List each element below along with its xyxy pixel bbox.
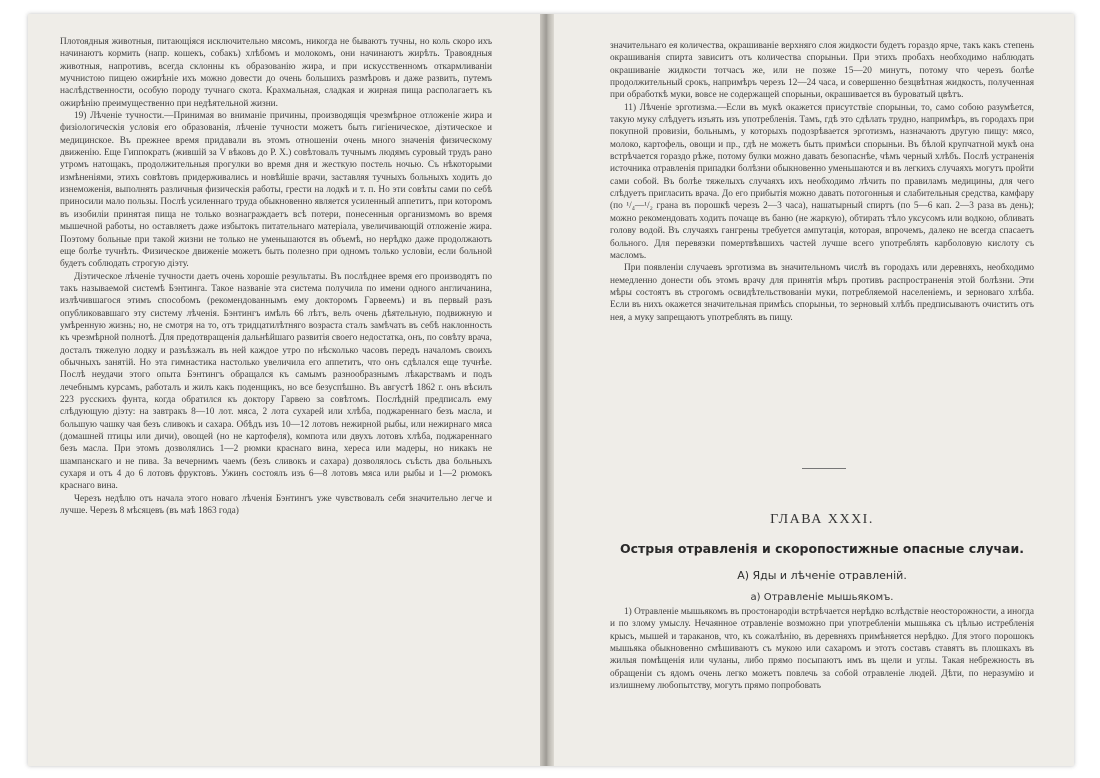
section-heading: А) Яды и лѣченіе отравленій. — [737, 569, 907, 582]
paragraph: 11) Лѣченіе эрготизма.—Если въ мукѣ окажется присутствіе спорыньи, то, само собою разумѣется, такую муку слѣдуетъ изъять изъ употребленія. Тамъ, гдѣ это сдѣлать трудно, напримѣръ, въ городахъ при покупной провизіи, больнымъ, у которыхъ подозрѣвается эрготизмъ, назначаютъ другую пищу: мясо, молоко, картофель, овощи и пр., гдѣ не можетъ быть примѣси спорыньи. Въ бѣлой крупчатной мукѣ она встрѣчается гораздо рѣже, потому булки можно давать безопаснѣе, чѣмъ черный хлѣбъ. Послѣ устраненія источника отравленія припадки болѣзни обыкновенно уменьшаются и въ легкихъ случаяхъ могутъ пройти сами собой. Въ болѣе тяжелыхъ случаяхъ ихъ необходимо лѣчить по правиламъ медицины, для чего слѣдуетъ пригласить врача. До его прибытія можно давать потогонныя и слабительныя средства, камфару (по ¹/₄—¹/₂ грана въ порошкѣ черезъ 2—3 часа), нашатырный спиртъ (по 5—6 кап. 2—3 раза въ день); можно рекомендовать ходить почаще въ баню (не жаркую), обтирать тѣло уксусомъ или водкою, обливать голову водой. Въ случаяхъ гангрены требуется ампутація, которая, впрочемъ, далеко не всегда спасаетъ больного. Для перевязки помертвѣвшихъ частей лучше всего употреблять карболовую кислоту съ масломъ. — [610, 102, 1034, 261]
left-page — [28, 14, 540, 766]
paragraph: При появленіи случаевъ эрготизма въ значительномъ числѣ въ городахъ или деревняхъ, необходимо немедленно донести объ этомъ врачу для принятія мѣръ противъ распространенія этой болѣзни. Эти мѣры состоятъ въ строгомъ освидѣтельствованіи муки, потребляемой населеніемъ, и зерноваго хлѣба. Если въ нихъ окажется значительная примѣсь спорыньи, то зерновый хлѣбъ предписываютъ очистить отъ нея, а муку запрещаютъ употреблять въ пищу. — [610, 263, 1034, 323]
paragraph: Діэтическое лѣченіе тучности даетъ очень хорошіе результаты. Въ послѣднее время его производятъ по такъ называемой системѣ Бэнтинга. Такое названіе эта система получила по имени одного англичанина, излѣчившагося этимъ способомъ (рекомендованнымъ ему докторомъ Гарвеемъ) и въ первый разъ опубликовавшаго эту систему лѣченія. Бэнтингъ имѣлъ 66 лѣтъ, велъ очень дѣятельную, подвижную и умѣренную жизнь; но, не смотря на то, отъ тридцатилѣтняго возраста сталъ замѣчать въ себѣ наклонность къ чрезмѣрной полнотѣ. Для предотвращенія дальнѣйшаго развитія своего недостатка, онъ, по совѣту врача, досталъ тяжелую лодку и разъѣзжалъ въ ней каждое утро по нѣсколько часовъ передъ началомъ своихъ обычныхъ занятій. Но эта гимнастика настолько увеличила его аппетитъ, что онъ сдѣлался еще тучнѣе. Послѣ неудачи этого опыта Бэнтингъ обращался къ самымъ разнообразнымъ лѣкарствамъ и подъ лечебнымъ курсамъ, работалъ и жилъ какъ поденщикъ, но все безуспѣшно. Въ августѣ 1862 г. онъ вѣсилъ 223 русскихъ фунта, когда обратился къ доктору Гарвею за совѣтомъ. Послѣдній предписалъ ему слѣдующую діэту: на завтракъ 8—10 лот. мяса, 2 лота сухарей или хлѣба, поджареннаго безъ масла, и большую чашку чая безъ сливокъ и сахара. Обѣдъ изъ 10—12 лотовъ нежирной рыбы, или нежирнаго мяса (домашней птицы или дичи), овощей (но не картофеля), компота или двухъ лотовъ хлѣба, поджареннаго безъ масла. При этомъ дозволялись 1—2 рюмки краснаго вина, хереса или мадеры, но никакъ не шампанскаго и не пива. За вечернимъ чаемъ (безъ сливокъ и сахара) дозволялось съѣсть два больныхъ сухаря и отъ 4 до 6 лотовъ фруктовъ. Ужинъ состоялъ изъ 6—8 лотовъ мяса или рыбы и 1—2 рюмокъ краснаго вина. — [60, 271, 492, 492]
paragraph: 19) Лѣченіе тучности.—Принимая во вниманіе причины, производящія чрезмѣрное отложеніе жира и физіологическія условія его образованія, лѣченіе тучности можетъ быть гигіеническое, діэтическое и медицинское. Въ прежнее время придавали въ этомъ отношеніи очень много значенія физическому движенію. Еще Гиппократъ (жившій за V вѣковъ до Р. Х.) совѣтовалъ тучнымъ людямъ суровый трудъ рано утромъ натощакъ, продолжительныя прогулки во время дня и жесткую постель ночью. Съ нѣкоторыми измѣненіями, этихъ совѣтовъ придерживались и новѣйшіе врачи, заставляя тучныхъ больныхъ ходить до изнеможенія, выполнять различныя физическія работы, грести на лодкѣ и т. п. Но эти совѣты сами по себѣ приносили мало пользы. Послѣ усиленнаго труда обыкновенно является усиленный аппетитъ, при которомъ въ изобиліи принятая пища не только вознаграждаетъ всѣ потери, понесенныя организмомъ во время мышечной работы, но оставляетъ даже избытокъ питательнаго матеріала, увеличивающій отложеніе жира. Поэтому больные при такой жизни не только не уменьшаются въ объемѣ, но нерѣдко даже продолжаютъ еще болѣе тучнѣть. Физическое движеніе можетъ быть полезно при одномъ только условіи, если больной будетъ соблюдать строгую діэту. — [60, 111, 492, 270]
paragraph: 1) Отравленіе мышьякомъ въ простонародіи встрѣчается нерѣдко вслѣдствіе неосторожности, а иногда и по злому умыслу. Нечаянное отравленіе возможно при употребленіи мышьяка съ цѣлью истребленія крысъ, мышей и тараканов, что, къ сожалѣнію, въ деревняхъ примѣняется нерѣдко. Для этого порошокъ мышьяка обыкновенно смѣшиваютъ съ мукою или сахаромъ и этотъ составъ ставятъ въ плошкахъ въ жилыя помѣщенія или чуланы, либо прямо посыпаютъ имъ въ щели и углы. Такая небрежность въ обращеніи съ ядомъ очень легко можетъ повлечь за собой отравленіе людей. Дѣти, по неразумію и излишнему любопытству, могутъ прямо попробовать — [610, 607, 1034, 692]
paragraph: значительнаго ея количества, окрашиваніе верхняго слоя жидкости будетъ гораздо ярче, такъ какъ степень окрашиванія спирта зависитъ отъ количества спорыньи. При этихъ пробахъ необходимо наблюдать окрашиваніе жидкости тотчасъ же, или не позже 15—20 минутъ, потому что черезъ болѣе продолжительный срокъ, напримѣръ черезъ 12—24 часа, и совершенно безцвѣтная жидкость, полученная при обработкѣ муки, вовсе не содержащей спорыньи, окрашивается въ буроватый цвѣтъ. — [610, 41, 1034, 101]
left-page-text — [60, 36, 492, 517]
right-page-text-bottom — [610, 606, 1034, 692]
book-spread — [28, 14, 1074, 766]
subsection-heading: а) Отравленіе мышьякомъ. — [750, 592, 894, 603]
right-page-text-top — [610, 40, 1034, 324]
paragraph: Черезъ недѣлю отъ начала этого новаго лѣченія Бэнтингъ уже чувствовалъ себя значительно легче и лучше. Черезъ 8 мѣсяцевъ (въ маѣ 1863 года) — [60, 493, 492, 517]
chapter-title: Острыя отравленія и скоропостижные опасные случаи. — [619, 541, 1025, 556]
right-page — [554, 14, 1074, 766]
section-divider — [802, 468, 846, 469]
book-gutter — [540, 14, 554, 766]
paragraph: Плотоядныя животныя, питающіяся исключительно мясомъ, никогда не бываютъ тучны, но коль скоро ихъ начинаютъ кормить (напр. кошекъ, собакъ) хлѣбомъ и молокомъ, они начинаютъ жирѣть. Травоядныя животныя, напротивъ, всегда склонны къ образованію жира, и при искусственномъ откармливаніи мучнистою пищею ожирѣніе ихъ можно довести до очень большихъ размѣровъ и даже развить, путемъ наслѣдственности, особую породу тучнаго скота. Крахмальная, сладкая и жирная пища располагаетъ къ ожирѣнію преимущественно при недѣятельной жизни. — [60, 37, 492, 109]
chapter-heading: ГЛАВА XXXI. — [770, 512, 874, 527]
